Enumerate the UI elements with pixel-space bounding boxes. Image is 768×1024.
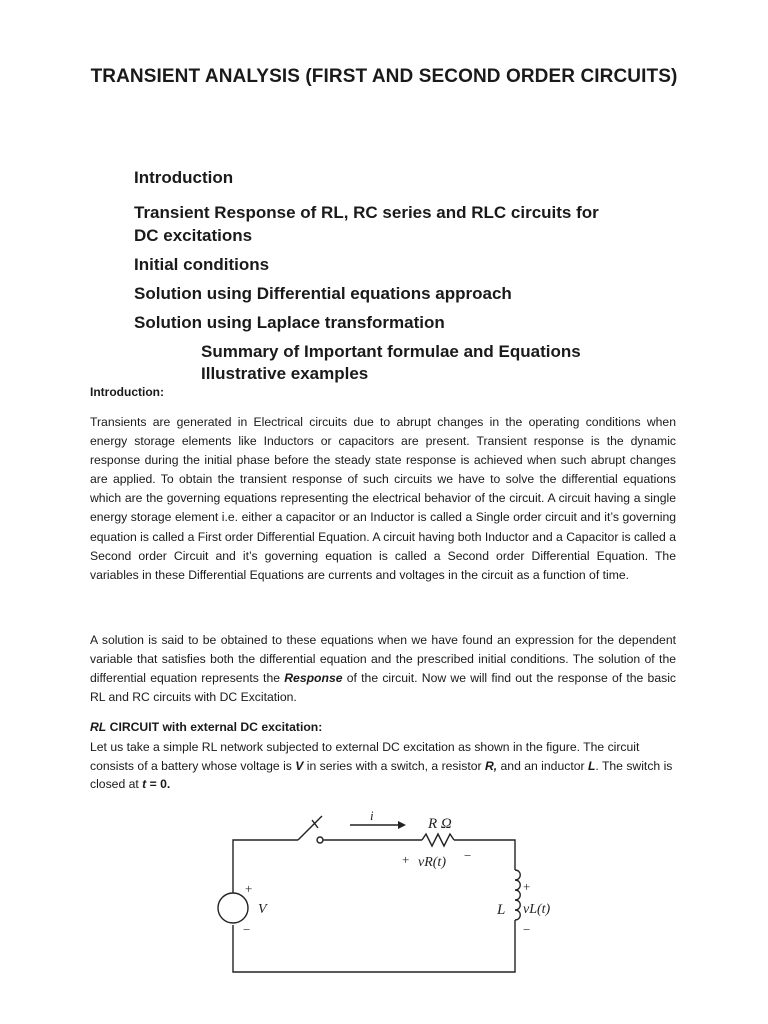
switch-contact bbox=[317, 837, 323, 843]
source-plus: + bbox=[245, 881, 253, 896]
vl-plus: + bbox=[523, 879, 531, 894]
vl-label: vL(t) bbox=[523, 902, 551, 917]
rl-heading-text: CIRCUIT with external DC excitation: bbox=[109, 720, 323, 734]
toc-item bbox=[112, 311, 624, 334]
toc-item bbox=[112, 201, 624, 247]
resistor-symbol bbox=[422, 834, 454, 846]
paragraph-text: Let us take a simple RL network subjected to external DC excitation as shown in the figure. The circuit consists of a battery whose voltage is bbox=[90, 740, 640, 773]
intro-paragraph-2 bbox=[90, 631, 676, 707]
page-title: TRANSIENT ANALYSIS (FIRST AND SECOND ORDER CIRCUITS) bbox=[90, 66, 678, 87]
toc-item bbox=[112, 166, 624, 189]
toc-item-label: Illustrative examples bbox=[201, 364, 369, 383]
toc-item-label: Solution using Laplace transformation bbox=[134, 313, 445, 332]
current-arrow-head bbox=[398, 821, 406, 829]
paragraph-text: in series with a switch, a resistor bbox=[306, 758, 482, 773]
bullet-icon bbox=[112, 282, 134, 305]
toc-item-label: Initial conditions bbox=[134, 255, 270, 274]
paragraph-text: of the circuit. Now we will find out the response of the basic RL and RC circuits with DC Excitation. bbox=[90, 671, 676, 705]
paragraph-text: A solution is said to be obtained to these equations when we have found an expression for the dependent variable that satisfies both the differential equation and the prescribed initial conditions. The solution of the differential equation represents the bbox=[90, 633, 676, 686]
symbol-t: t bbox=[142, 777, 147, 791]
source-label: V bbox=[258, 902, 267, 917]
toc-item bbox=[112, 282, 624, 305]
vr-label: vR(t) bbox=[418, 855, 446, 870]
bullet-icon bbox=[112, 253, 134, 276]
voltage-source-symbol bbox=[218, 893, 248, 923]
toc-item bbox=[112, 253, 624, 276]
symbol-r: R, bbox=[484, 758, 498, 773]
rl-heading-em: RL bbox=[90, 720, 107, 734]
rl-circuit-diagram bbox=[200, 800, 560, 980]
source-minus: − bbox=[243, 922, 251, 937]
bullet-icon bbox=[112, 166, 134, 189]
rl-circuit-paragraph bbox=[90, 738, 680, 794]
rl-circuit-heading bbox=[90, 720, 322, 734]
vr-minus: − bbox=[464, 848, 472, 863]
paragraph-text: and an inductor bbox=[500, 758, 585, 773]
intro-paragraph-1: Transients are generated in Electrical circuits due to abrupt changes in the operating conditions when energy storage elements like Inductors or capacitors are present. Transient response is the dynamic response during the initial phase before the steady state response is achieved when such abrupt changes are applied. To obtain the transient response of such circuits we have to solve the differential equations which are the governing equations representing the electrical behavior of the circuit. A circuit having a single energy storage element i.e. either a capacitor or an Inductor is called a Single order circuit and it’s governing equation is called a First order Differential Equation. A circuit having both Inductor and a Capacitor is called a Second order Circuit and it’s governing equation is called a Second order Differential Equation. The variables in these Differential Equations are currents and voltages in the circuit as a function of time. bbox=[90, 415, 676, 582]
inductor-label: L bbox=[497, 902, 506, 918]
resistor-label: R Ω bbox=[428, 816, 452, 832]
paragraph-text: = 0. bbox=[149, 777, 171, 791]
toc-item-label: Solution using Differential equations approach bbox=[134, 284, 512, 303]
toc-item bbox=[179, 362, 691, 385]
wire-bottom bbox=[233, 920, 515, 972]
toc-item bbox=[179, 340, 691, 363]
symbol-v: V bbox=[295, 758, 304, 773]
bullet-icon bbox=[112, 201, 134, 247]
toc-item-label: Summary of Important formulae and Equations bbox=[201, 342, 581, 361]
introduction-heading: Introduction: bbox=[90, 385, 164, 399]
current-label: i bbox=[370, 808, 374, 823]
vr-plus: + bbox=[402, 852, 410, 867]
switch-blade bbox=[298, 816, 322, 840]
inductor-symbol bbox=[515, 870, 520, 920]
symbol-l: L bbox=[587, 758, 596, 773]
toc-item-label: Transient Response of RL, RC series and RLC circuits for DC excitations bbox=[134, 203, 599, 245]
toc-item-label: Introduction bbox=[134, 168, 234, 187]
emphasis-response: Response bbox=[284, 671, 343, 686]
vl-minus: − bbox=[523, 922, 531, 937]
paragraph-text: . The switch is closed at bbox=[90, 758, 673, 791]
bullet-icon bbox=[179, 340, 201, 363]
bullet-icon bbox=[112, 311, 134, 334]
bullet-icon bbox=[179, 362, 201, 385]
